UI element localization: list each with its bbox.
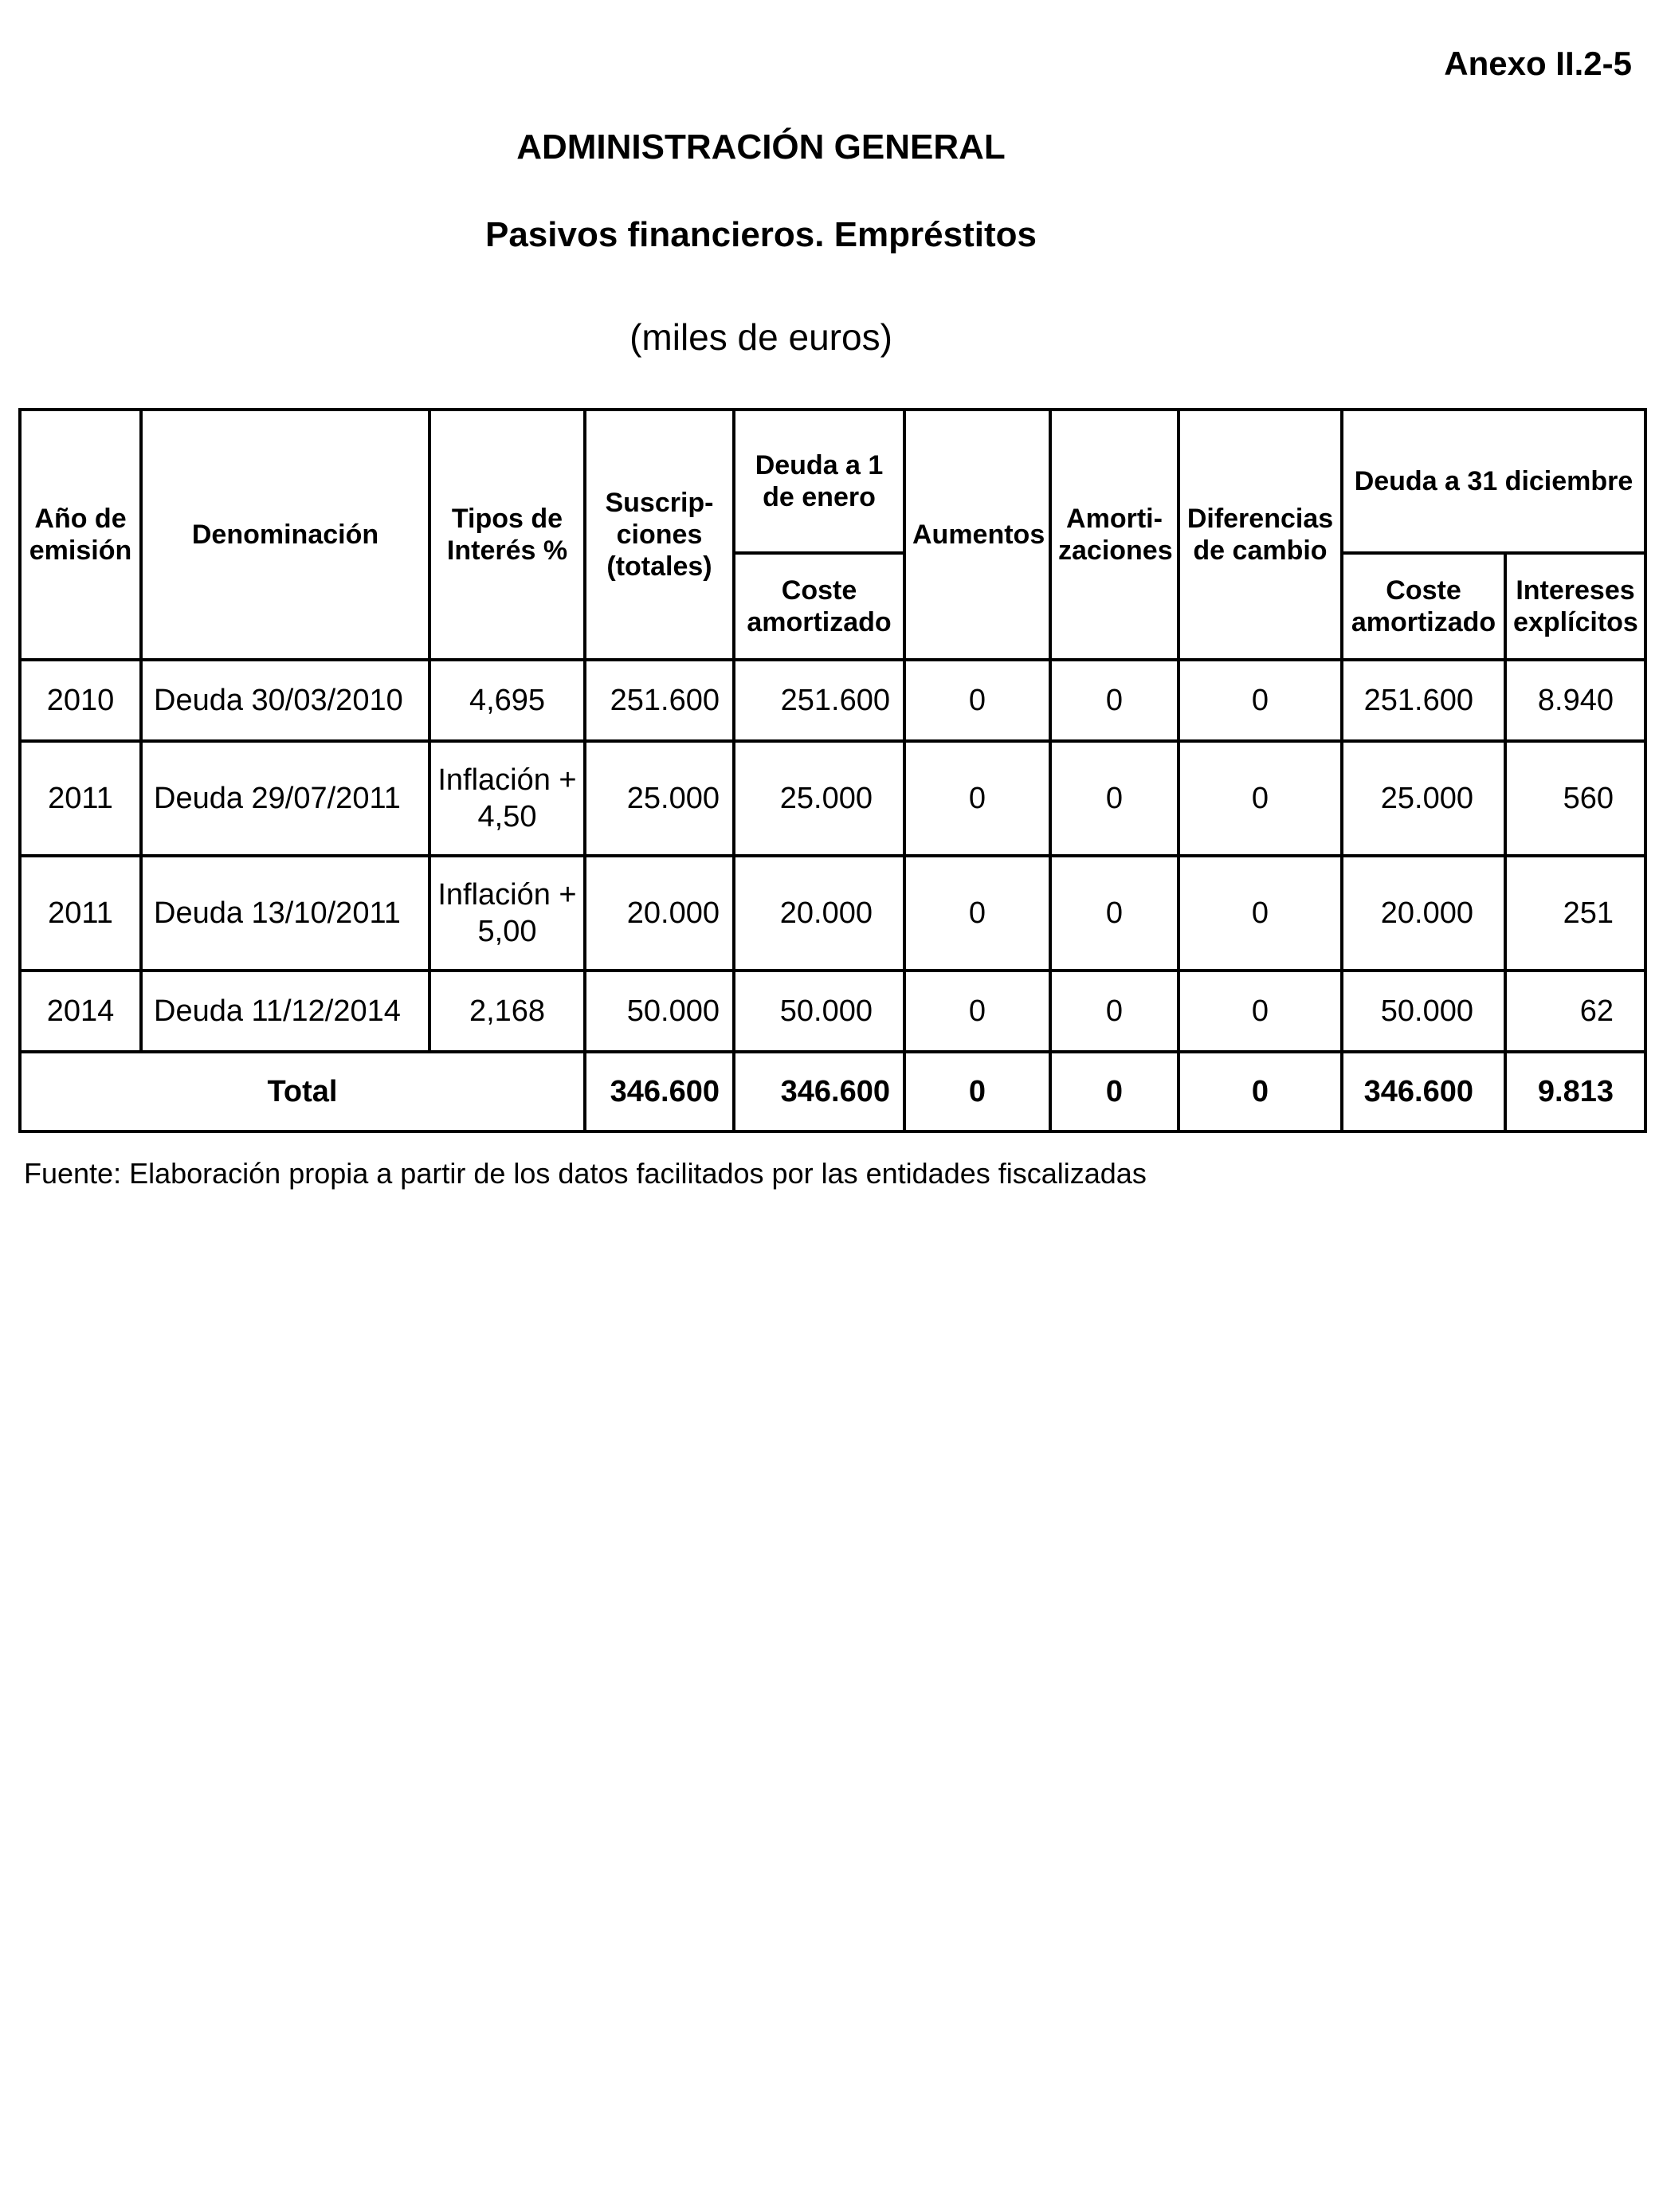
- header-coste-amortizado-enero: Coste amortizado: [734, 553, 904, 660]
- total-coste-dic: 346.600: [1342, 1052, 1505, 1131]
- cell-suscripciones: 251.600: [585, 660, 734, 741]
- cell-anio: 2011: [20, 856, 141, 971]
- cell-aumentos: 0: [904, 660, 1050, 741]
- cell-diferencias: 0: [1179, 856, 1342, 971]
- cell-suscripciones: 25.000: [585, 741, 734, 856]
- page-subtitle: Pasivos financieros. Empréstitos: [484, 215, 1037, 254]
- total-label: Total: [20, 1052, 585, 1131]
- header-diferencias: Diferencias de cambio: [1179, 410, 1342, 660]
- total-row: [20, 1052, 1645, 1131]
- cell-coste-dic: 20.000: [1342, 856, 1505, 971]
- cell-amortizaciones: 0: [1050, 660, 1179, 741]
- header-deuda-enero: Deuda a 1 de enero: [734, 410, 904, 553]
- cell-suscripciones: 20.000: [585, 856, 734, 971]
- cell-diferencias: 0: [1179, 660, 1342, 741]
- cell-suscripciones: 50.000: [585, 971, 734, 1052]
- total-intereses: 9.813: [1505, 1052, 1645, 1131]
- cell-tipo: Inflación + 5,00: [429, 856, 585, 971]
- cell-coste-dic: 50.000: [1342, 971, 1505, 1052]
- cell-tipo: 2,168: [429, 971, 585, 1052]
- debt-table: [18, 408, 1647, 1133]
- cell-aumentos: 0: [904, 741, 1050, 856]
- cell-coste-dic: 251.600: [1342, 660, 1505, 741]
- cell-intereses: 62: [1505, 971, 1645, 1052]
- cell-anio: 2014: [20, 971, 141, 1052]
- source-note: Fuente: Elaboración propia a partir de los datos facilitados por las entidades fiscalizadas: [24, 1157, 1147, 1190]
- header-coste-amortizado-dic: Coste amortizado: [1342, 553, 1505, 660]
- table-row: [20, 660, 1645, 741]
- cell-denominacion: Deuda 29/07/2011: [141, 741, 429, 856]
- cell-diferencias: 0: [1179, 741, 1342, 856]
- cell-deuda-enero: 20.000: [734, 856, 904, 971]
- cell-denominacion: Deuda 11/12/2014: [141, 971, 429, 1052]
- total-amortizaciones: 0: [1050, 1052, 1179, 1131]
- units-note: (miles de euros): [629, 316, 892, 358]
- header-anio: Año de emisión: [20, 410, 141, 660]
- header-deuda-diciembre: Deuda a 31 diciembre: [1342, 410, 1645, 553]
- cell-aumentos: 0: [904, 856, 1050, 971]
- header-suscripciones: Suscrip-ciones (totales): [585, 410, 734, 660]
- header-intereses: Intereses explícitos: [1505, 553, 1645, 660]
- cell-tipo: 4,695: [429, 660, 585, 741]
- total-deuda-enero: 346.600: [734, 1052, 904, 1131]
- cell-amortizaciones: 0: [1050, 741, 1179, 856]
- table-row: [20, 741, 1645, 856]
- table-row: [20, 971, 1645, 1052]
- cell-denominacion: Deuda 30/03/2010: [141, 660, 429, 741]
- cell-deuda-enero: 251.600: [734, 660, 904, 741]
- cell-tipo: Inflación + 4,50: [429, 741, 585, 856]
- total-diferencias: 0: [1179, 1052, 1342, 1131]
- header-aumentos: Aumentos: [904, 410, 1050, 660]
- cell-coste-dic: 25.000: [1342, 741, 1505, 856]
- cell-amortizaciones: 0: [1050, 971, 1179, 1052]
- total-aumentos: 0: [904, 1052, 1050, 1131]
- cell-intereses: 560: [1505, 741, 1645, 856]
- header-tipos: Tipos de Interés %: [429, 410, 585, 660]
- cell-amortizaciones: 0: [1050, 856, 1179, 971]
- cell-diferencias: 0: [1179, 971, 1342, 1052]
- table-row: [20, 856, 1645, 971]
- cell-denominacion: Deuda 13/10/2011: [141, 856, 429, 971]
- cell-anio: 2010: [20, 660, 141, 741]
- total-suscripciones: 346.600: [585, 1052, 734, 1131]
- cell-deuda-enero: 25.000: [734, 741, 904, 856]
- header-denominacion: Denominación: [141, 410, 429, 660]
- cell-aumentos: 0: [904, 971, 1050, 1052]
- cell-anio: 2011: [20, 741, 141, 856]
- cell-intereses: 8.940: [1505, 660, 1645, 741]
- header-amortizaciones: Amorti-zaciones: [1050, 410, 1179, 660]
- cell-deuda-enero: 50.000: [734, 971, 904, 1052]
- cell-intereses: 251: [1505, 856, 1645, 971]
- page-title: ADMINISTRACIÓN GENERAL: [516, 127, 1006, 167]
- annex-label: Anexo II.2-5: [1444, 45, 1632, 82]
